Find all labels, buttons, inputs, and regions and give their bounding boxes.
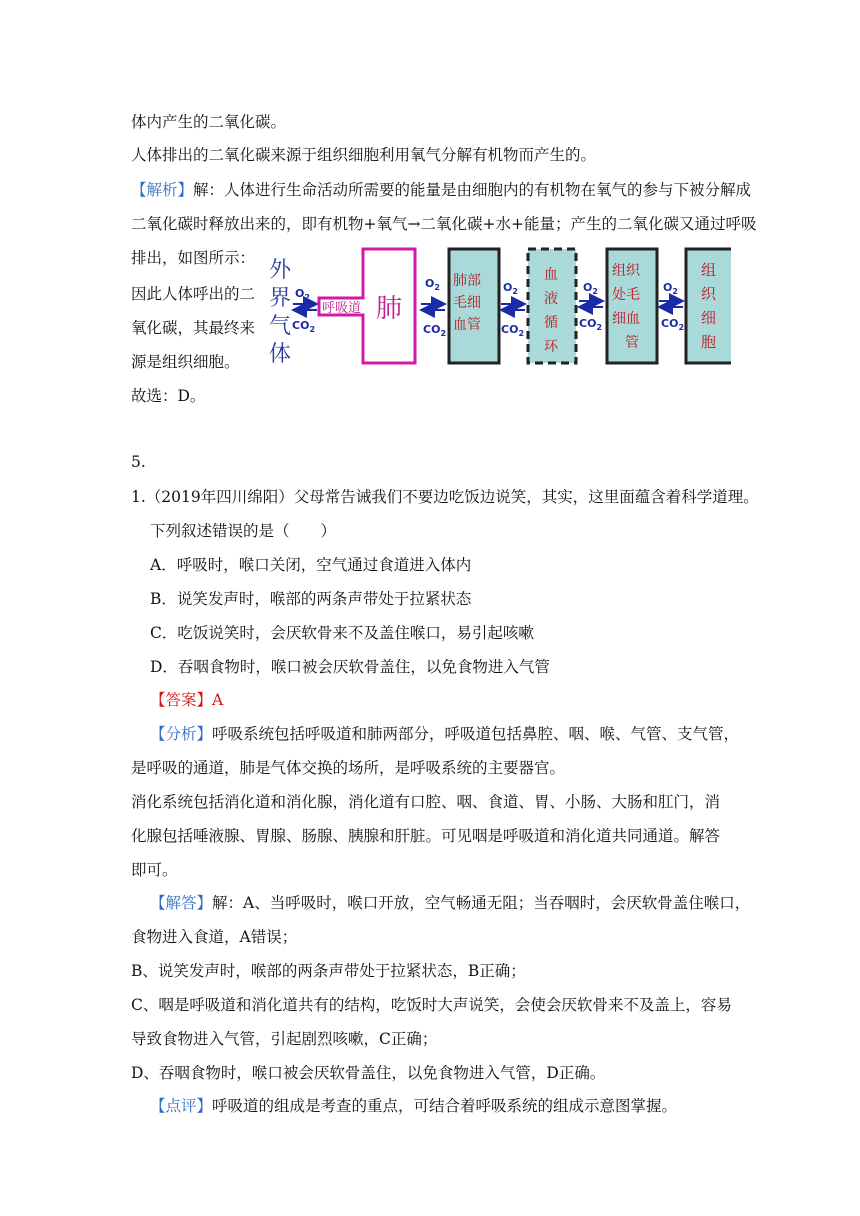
analysis-line bbox=[131, 180, 751, 200]
text-line: 因此人体呼出的二 bbox=[131, 285, 256, 303]
o2-label: $O_2$ bbox=[295, 287, 310, 302]
fenxi-tag: 【分析】 bbox=[150, 725, 213, 743]
blood-label: 环 bbox=[544, 339, 558, 355]
co2-label: $CO_2$ bbox=[579, 317, 603, 332]
option-b: B．说笑发声时，喉部的两条声带处于拉紧状态 bbox=[150, 590, 472, 608]
text-line: 体内产生的二氧化碳。 bbox=[131, 113, 287, 131]
tissue-capillary-label: 管 bbox=[625, 335, 639, 351]
co2-label: $CO_2$ bbox=[661, 317, 685, 332]
text-line: 食物进入食道，A错误； bbox=[131, 928, 298, 946]
outside-char: 外 bbox=[269, 258, 292, 283]
o2-label: $O_2$ bbox=[663, 281, 678, 296]
text-line: 故选：D。 bbox=[131, 387, 206, 405]
answer-value: A bbox=[212, 691, 224, 709]
answer-tag: 【答案】 bbox=[150, 691, 213, 709]
lung-capillary-label: 肺部 bbox=[453, 273, 481, 289]
text-line: 是呼吸的通道，肺是气体交换的场所，是呼吸系统的主要器官。 bbox=[131, 759, 566, 777]
analysis-text: 解：人体进行生命活动所需要的能量是由细胞内的有机物在氧气的参与下被分解成 bbox=[193, 181, 752, 199]
comment-line bbox=[150, 1096, 677, 1116]
text-line: 化腺包括唾液腺、胃腺、肠腺、胰腺和肝脏。可见咽是呼吸道和消化道共同通道。解答 bbox=[131, 827, 721, 845]
gas-exchange-diagram bbox=[265, 245, 731, 377]
tissue-cell-label: 胞 bbox=[701, 333, 717, 351]
option-a: A．呼吸时，喉口关闭，空气通过食道进入体内 bbox=[150, 556, 472, 574]
dianping-text: 呼吸道的组成是考查的重点，可结合着呼吸系统的组成示意图掌握。 bbox=[212, 1097, 678, 1115]
lung-capillary-label: 毛细 bbox=[453, 295, 481, 311]
dianping-tag: 【点评】 bbox=[150, 1097, 213, 1115]
solution-line bbox=[150, 893, 750, 913]
text-line: 氧化碳，其最终来 bbox=[131, 319, 256, 337]
tissue-capillary-label: 组织 bbox=[612, 263, 640, 279]
text-line: 即可。 bbox=[131, 861, 178, 879]
tissue-cell-label: 细 bbox=[701, 309, 717, 327]
blood-label: 血 bbox=[544, 267, 558, 283]
outside-char: 体 bbox=[269, 342, 292, 367]
tissue-capillary-label: 处毛 bbox=[612, 287, 640, 303]
jieda-tag: 【解答】 bbox=[150, 894, 213, 912]
option-d: D．吞咽食物时，喉口被会厌软骨盖住，以免食物进入气管 bbox=[150, 658, 550, 676]
blood-label: 液 bbox=[544, 291, 558, 307]
lung-label: 肺 bbox=[376, 294, 403, 324]
text-line: B、说笑发声时，喉部的两条声带处于拉紧状态，B正确； bbox=[131, 962, 526, 980]
option-c: C．吃饭说笑时，会厌软骨来不及盖住喉口，易引起咳嗽 bbox=[150, 624, 534, 642]
text-line: 消化系统包括消化道和消化腺，消化道有口腔、咽、食道、胃、小肠、大肠和肛门，消 bbox=[131, 793, 721, 811]
o2-label: $O_2$ bbox=[583, 281, 598, 296]
text-line: 源是组织细胞。 bbox=[131, 353, 240, 371]
text-line: 导致食物进入气管，引起剧烈咳嗽，C正确； bbox=[131, 1030, 438, 1048]
text-line: 排出，如图所示： bbox=[131, 249, 256, 267]
answer-line bbox=[150, 690, 223, 710]
tissue-cell-label: 织 bbox=[701, 285, 717, 303]
co2-label: $CO_2$ bbox=[423, 323, 447, 338]
section-number: 5. bbox=[131, 453, 146, 471]
text-line: C、咽是呼吸道和消化道共有的结构，吃饭时大声说笑，会使会厌软骨来不及盖上，容易 bbox=[131, 996, 732, 1014]
o2-label: $O_2$ bbox=[425, 277, 440, 292]
question-stem: 1.（2019年四川绵阳）父母常告诫我们不要边吃饭边说笑，其实，这里面蕴含着科学道理。 bbox=[131, 488, 759, 506]
co2-label: $CO_2$ bbox=[292, 319, 316, 334]
fenxi-text: 呼吸系统包括呼吸道和肺两部分，呼吸道包括鼻腔、咽、喉、气管、支气管， bbox=[212, 725, 740, 743]
text-line: 人体排出的二氧化碳来源于组织细胞利用氧气分解有机物而产生的。 bbox=[131, 146, 597, 164]
jieda-text: 解：A、当呼吸时，喉口开放，空气畅通无阻；当吞咽时，会厌软骨盖住喉口， bbox=[212, 894, 751, 912]
o2-label: $O_2$ bbox=[503, 281, 518, 296]
text-line: D、吞咽食物时，喉口被会厌软骨盖住，以免食物进入气管，D正确。 bbox=[131, 1064, 606, 1082]
co2-label: $CO_2$ bbox=[501, 323, 525, 338]
outside-char: 气 bbox=[269, 314, 292, 339]
question-stem: 下列叙述错误的是（ ） bbox=[150, 522, 337, 540]
airway-label: 呼吸道 bbox=[322, 301, 362, 316]
text-line: 二氧化碳时释放出来的，即有机物+氧气→二氧化碳+水+能量；产生的二氧化碳又通过呼吸 bbox=[131, 215, 757, 233]
analysis-tag: 【解析】 bbox=[131, 181, 194, 199]
analysis-line bbox=[150, 724, 739, 744]
tissue-cell-label: 组 bbox=[701, 261, 717, 279]
tissue-capillary-label: 细血 bbox=[612, 311, 640, 327]
outside-char: 界 bbox=[269, 286, 292, 311]
blood-label: 循 bbox=[544, 315, 558, 331]
lung-capillary-label: 血管 bbox=[453, 317, 481, 333]
